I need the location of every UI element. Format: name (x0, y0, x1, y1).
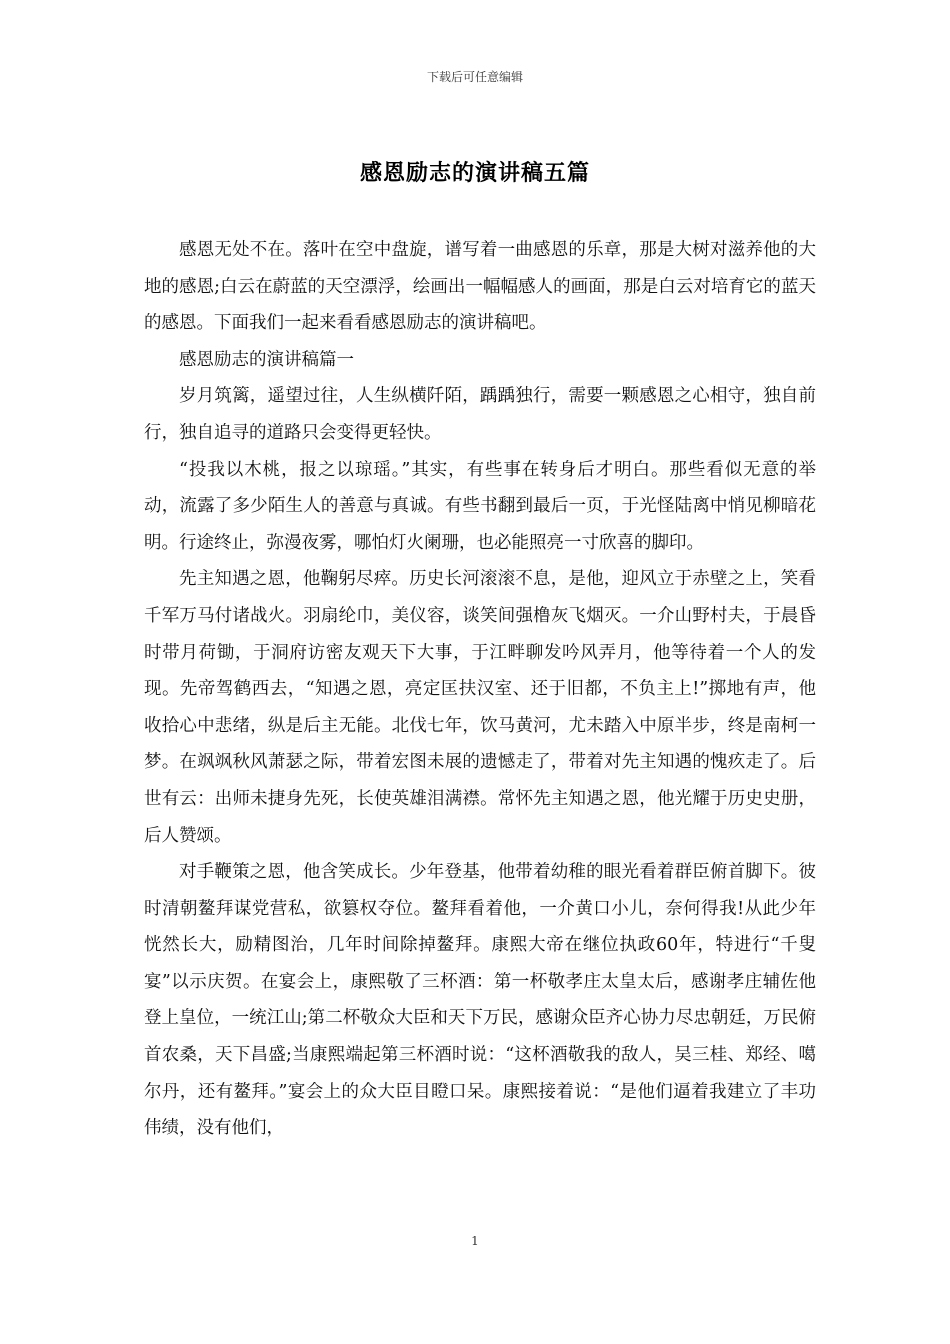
header-note: 下载后可任意编辑 (426, 70, 523, 84)
document-body (144, 232, 816, 1147)
page-number: 1 (471, 1234, 479, 1248)
body-paragraph: 岁月筑篱，遥望过往，人生纵横阡陌，踽踽独行，需要一颗感恩之心相守，独自前行，独自追寻的道路只会变得更轻快。 (144, 386, 816, 443)
body-paragraph: 对手鞭策之恩，他含笑成长。少年登基，他带着幼稚的眼光看着群臣俯首脚下。彼时清朝鳌拜谋党营私，欲篡权夺位。鳌拜看着他，一介黄口小儿，奈何得我!从此少年恍然长大，励精图治，几年时间除掉鳌拜。康熙大帝在继位执政60年，特进行“千叟宴”以示庆贺。在宴会上，康熙敬了三杯酒：第一杯敬孝庄太皇太后，感谢孝庄辅佐他登上皇位，一统江山;第二杯敬众大臣和天下万民，感谢众臣齐心协力尽忠朝廷，万民俯首农桑，天下昌盛;当康熙端起第三杯酒时说：“这杯酒敬我的敌人，吴三桂、郑经、噶尔丹，还有鳌拜。”宴会上的众大臣目瞪口呆。康熙接着说：“是他们逼着我建立了丰功伟绩，没有他们， (144, 862, 816, 1139)
document-title: 感恩励志的演讲稿五篇 (359, 160, 590, 186)
intro-paragraph: 感恩无处不在。落叶在空中盘旋，谱写着一曲感恩的乐章，那是大树对滋养他的大地的感恩;白云在蔚蓝的天空漂浮，绘画出一幅幅感人的画面，那是白云对培育它的蓝天的感恩。下面我们一起来看看感恩励志的演讲稿吧。 (144, 240, 816, 334)
body-paragraph: 先主知遇之恩，他鞠躬尽瘁。历史长河滚滚不息，是他，迎风立于赤壁之上，笑看千军万马付诸战火。羽扇纶巾，美仪容，谈笑间强橹灰飞烟灭。一介山野村夫，于晨昏时带月荷锄，于洞府访密友观天下大事，于江畔聊发吟风弄月，他等待着一个人的发现。先帝驾鹤西去，“知遇之恩，亮定匡扶汉室、还于旧都，不负主上!”掷地有声，他收拾心中悲绪，纵是后主无能。北伐七年，饮马黄河，尤未踏入中原半步，终是南柯一梦。在飒飒秋风萧瑟之际，带着宏图未展的遗憾走了，带着对先主知遇的愧疚走了。后世有云：出师未捷身先死，长使英雄泪满襟。常怀先主知遇之恩，他光耀于历史史册，后人赞颂。 (144, 569, 816, 846)
body-paragraph: “投我以木桃，报之以琼瑶。”其实，有些事在转身后才明白。那些看似无意的举动，流露了多少陌生人的善意与真诚。有些书翻到最后一页，于光怪陆离中悄见柳暗花明。行途终止，弥漫夜雾，哪怕灯火阑珊，也必能照亮一寸欣喜的脚印。 (144, 459, 816, 553)
section-heading: 感恩励志的演讲稿篇一 (179, 349, 354, 370)
